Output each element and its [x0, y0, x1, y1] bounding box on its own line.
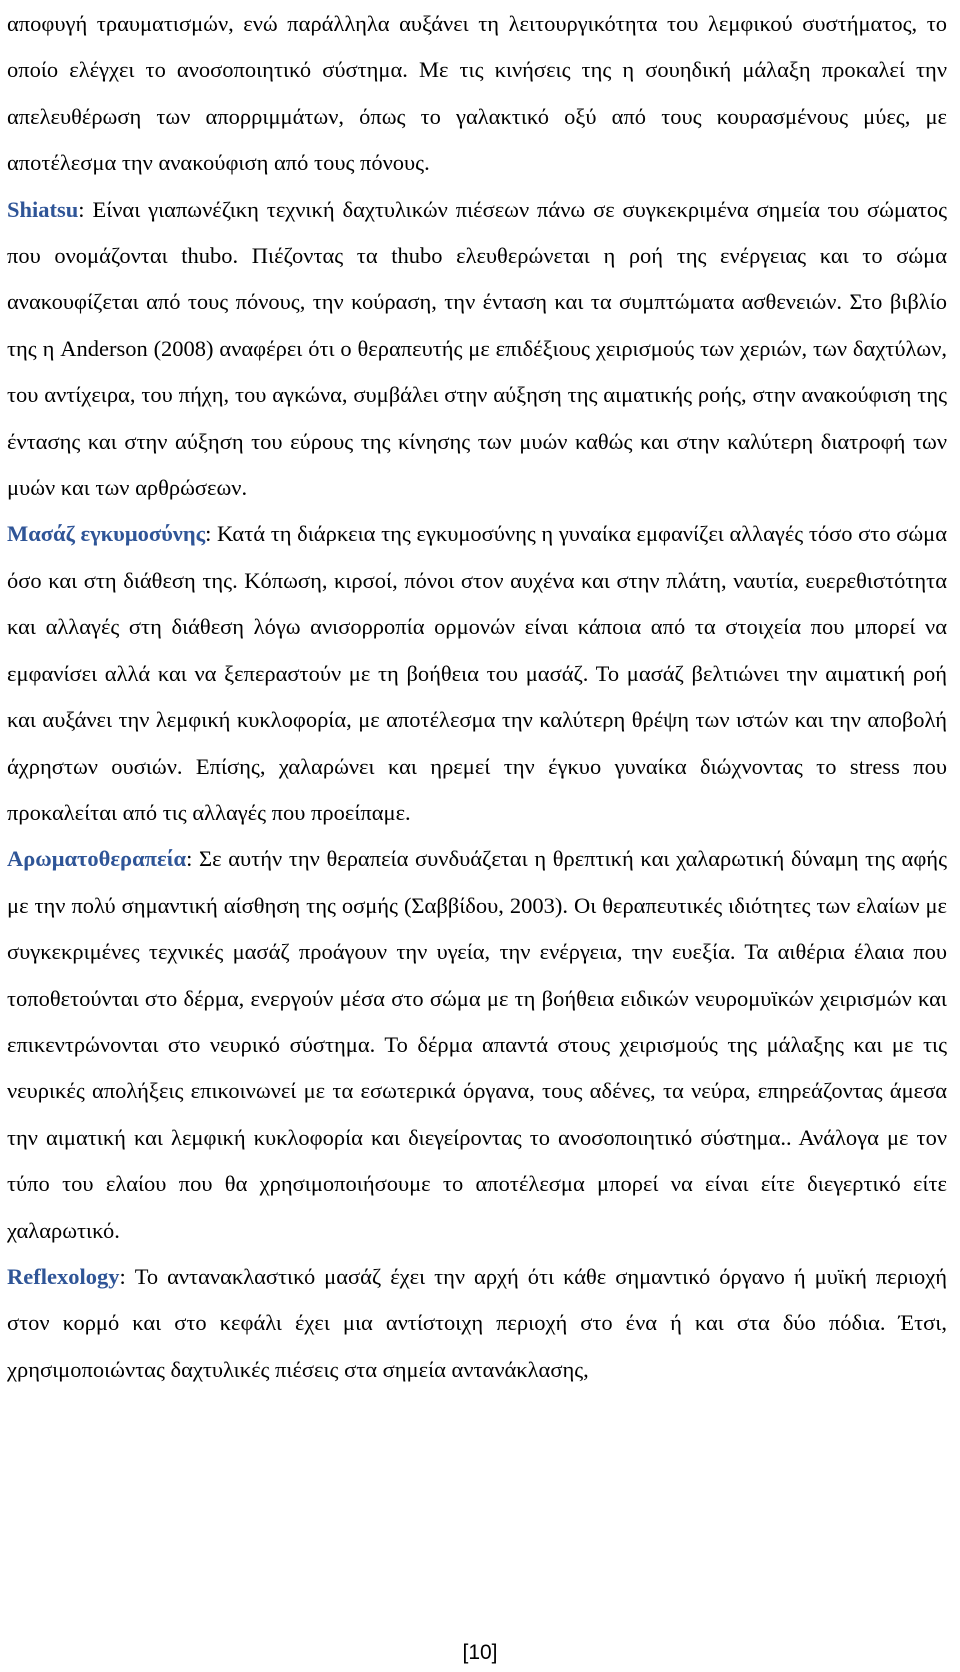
paragraph-text: Σε αυτήν την θεραπεία συνδυάζεται η θρεπτική και χαλαρωτική δύναμη της αφής με την πολύ σημαντική αίσθηση της οσμής (Σαββίδου, 2003). Οι θεραπευτικές ιδιότητες των ελαίων με συγκεκριμένες τεχνικές μασάζ προάγουν την υγεία, την ενέργεια, την ευεξία. Τα αιθέρια έλαια που τοποθετούνται στο δέρμα, ενεργούν μέσα στο σώμα με τη βοήθεια ειδικών νευρομυϊκών χειρισμών και επικεντρώνονται στο νευρικό σύστημα. Το δέρμα απαντά στους χειρισμούς της μάλαξης και με τις νευρικές απολήξεις επικοινωνεί με τα εσωτερικά όργανα, τους αδένες, τα νεύρα, επηρεάζοντας άμεσα την αιματική και λεμφική κυκλοφορία και διεγείροντας το ανοσοποιητικό σύστημα.. Ανάλογα με τον τύπο του ελαίου που θα χρησιμοποιήσουμε το αποτέλεσμα μπορεί να είναι είτε διεγερτικό είτε χαλαρωτικό. — [7, 846, 947, 1243]
paragraph-text: Είναι γιαπωνέζικη τεχνική δαχτυλικών πιέσεων πάνω σε συγκεκριμένα σημεία του σώματος που ονομάζονται thubo. Πιέζοντας τα thubo ελευθερώνεται η ροή της ενέργειας και το σώμα ανακουφίζεται από τους πόνους, την κούραση, την ένταση και τα συμπτώματα ασθενειών. Στο βιβλίο της η Anderson (2008) αναφέρει ότι ο θεραπευτής με επιδέξιους χειρισμούς των χεριών, των δαχτύλων, του αντίχειρα, του πήχη, του αγκώνα, συμβάλει στην αύξηση της αιματικής ροής, στην ανακούφιση της έντασης και στην αύξηση του εύρους της κίνησης των μυών καθώς και στην καλύτερη διατροφή των μυών και των αρθρώσεων. — [7, 196, 947, 501]
term-separator: : — [186, 846, 193, 872]
paragraph-intro — [7, 1, 947, 187]
term-separator: : — [119, 1263, 126, 1289]
paragraph-text: αποφυγή τραυματισμών, ενώ παράλληλα αυξάνει τη λειτουργικότητα του λεμφικού συστήματος, το οποίο ελέγχει το ανοσοποιητικό σύστημα. Με τις κινήσεις της η σουηδική μάλαξη προκαλεί την απελευθέρωση των απορριμμάτων, όπως το γαλακτικό οξύ από τους κουρασμένους μύες, με αποτέλεσμα την ανακούφιση από τους πόνους. — [7, 11, 947, 176]
page-number: [10] — [462, 1641, 498, 1664]
term-separator: : — [205, 521, 212, 547]
term-heading: Μασάζ εγκυμοσύνης — [7, 521, 206, 547]
paragraph-text: Κατά τη διάρκεια της εγκυμοσύνης η γυναίκα εμφανίζει αλλαγές τόσο στο σώμα όσο και στη διάθεση της. Κόπωση, κιρσοί, πόνοι στον αυχένα και στην πλάτη, ναυτία, ευερεθιστότητα και αλλαγές στη διάθεση λόγω ανισορροπία ορμονών είναι κάποια από τα στοιχεία που μπορεί να εμφανίσει αλλά και να ξεπεραστούν με τη βοήθεια του μασάζ. Το μασάζ βελτιώνει την αιματική ροή και αυξάνει την λεμφική κυκλοφορία, με αποτέλεσμα την καλύτερη θρέψη των ιστών και την αποβολή άχρηστων ουσιών. Επίσης, χαλαρώνει και ηρεμεί την έγκυο γυναίκα διώχνοντας το stress που προκαλείται από τις αλλαγές που προείπαμε. — [7, 521, 948, 825]
term-heading: Shiatsu — [7, 196, 79, 222]
term-heading: Reflexology — [7, 1263, 120, 1289]
term-separator: : — [78, 196, 85, 222]
paragraph-aromatherapy — [7, 836, 947, 1254]
paragraph-text: Το αντανακλαστικό μασάζ έχει την αρχή ότι κάθε σημαντικό όργανο ή μυϊκή περιοχή στον κορμό και στο κεφάλι έχει μια αντίστοιχη περιοχή στο ένα ή και στα δύο πόδια. Έτσι, χρησιμοποιώντας δαχτυλικές πιέσεις στα σημεία αντανάκλασης, — [7, 1263, 947, 1382]
paragraph-shiatsu — [7, 187, 947, 512]
document-page — [7, 0, 947, 1393]
paragraph-reflexology — [7, 1254, 947, 1393]
term-heading: Αρωματοθεραπεία — [7, 846, 187, 872]
paragraph-pregnancy-massage — [7, 511, 947, 836]
